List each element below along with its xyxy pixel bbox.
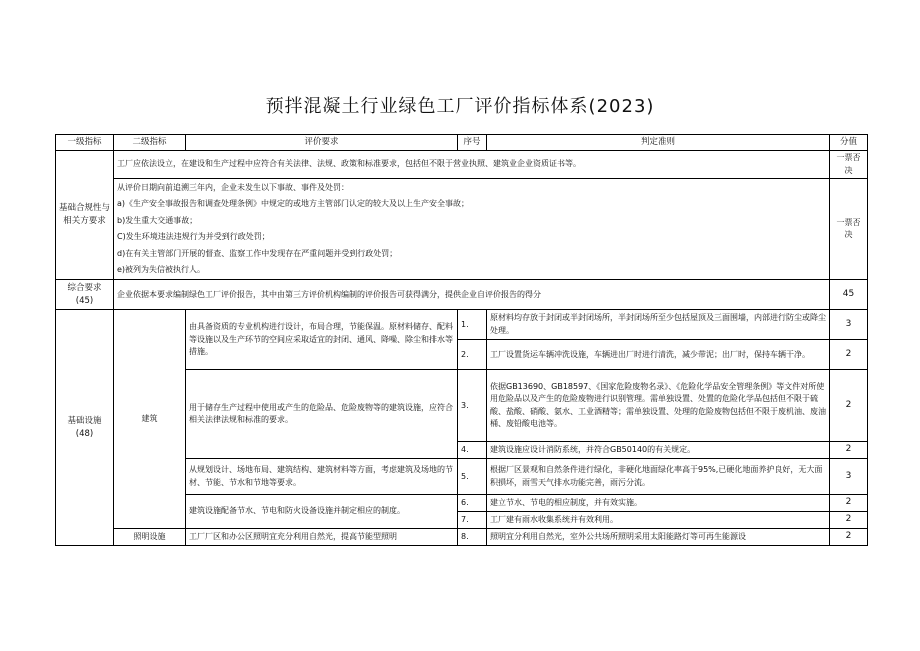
comprehensive-score: 45 xyxy=(830,280,868,310)
header-criteria: 判定准则 xyxy=(487,135,830,151)
row-score: 2 xyxy=(830,512,868,529)
list-item: a)《生产安全事故报告和调查处理条例》中规定的或地方主管部门认定的较大及以上生产安全事故； xyxy=(117,199,470,209)
header-no: 序号 xyxy=(458,135,487,151)
infra-lighting: 照明设施 xyxy=(114,529,186,546)
row-no: 3. xyxy=(458,370,487,442)
basic-score-1: 一票否决 xyxy=(830,151,868,179)
row-criteria: 照明宜分利用自然光，室外公共场所照明采用太阳能路灯等可再生能源设 xyxy=(487,529,830,546)
header-requirement: 评价要求 xyxy=(186,135,458,151)
indicator-table xyxy=(55,134,868,546)
list-item: b)发生重大交通事故； xyxy=(117,215,198,225)
row-criteria: 建立节水、节电的相应制度，并有效实施。 xyxy=(487,495,830,512)
basic-level1: 基础合规性与相关方要求 xyxy=(56,151,114,280)
row-score: 2 xyxy=(830,442,868,459)
row-criteria: 工厂建有雨水收集系统并有效利用。 xyxy=(487,512,830,529)
comprehensive-requirement: 企业依据本要求编制绿色工厂评价报告，其中由第三方评价机构编制的评价报告可获得满分，提供企业自评价报告的得分 xyxy=(114,280,830,310)
header-score: 分值 xyxy=(830,135,868,151)
comprehensive-level1: 综合要求(45) xyxy=(56,280,114,310)
row-score: 2 xyxy=(830,340,868,370)
row-criteria: 根据厂区景观和自然条件进行绿化，非硬化地面绿化率高于95%,已硬化地面养护良好，无大面积損坏，雨雪天气排水功能完善，雨污分流。 xyxy=(487,459,830,495)
row-score: 2 xyxy=(830,370,868,442)
row-no: 7. xyxy=(458,512,487,529)
list-item: d)在有关主管部门开展的督查、监察工作中发现存在严重问题并受到行政处罚； xyxy=(117,248,398,258)
table-row xyxy=(56,178,868,279)
table-row xyxy=(56,151,868,179)
row-no: 5. xyxy=(458,459,487,495)
table-row xyxy=(56,310,868,340)
list-item: e)被列为失信被执行人。 xyxy=(117,264,206,274)
basic-requirement-2 xyxy=(114,178,830,279)
basic-intro: 从评价日期向前追溯三年内，企业未发生以下事故、事件及处罚： xyxy=(117,182,349,192)
list-item: C)发生环境违法违规行为并受到行政处罚； xyxy=(117,232,270,242)
header-row xyxy=(56,135,868,151)
table-row xyxy=(56,280,868,310)
row-score: 3 xyxy=(830,459,868,495)
basic-score-2: 一票否决 xyxy=(830,178,868,279)
infra-requirement-4: 建筑设施配备节水、节电和防火设备设施并制定相应的制度。 xyxy=(186,495,458,529)
infra-requirement-5: 工厂厂区和办公区照明宜充分利用自然光，提高节能型照明 xyxy=(186,529,458,546)
table-row xyxy=(56,529,868,546)
infra-building: 建筑 xyxy=(114,310,186,529)
infra-requirement-1: 由具备资质的专业机构进行设计，布局合理，节能保温。原材料储存、配料等设施以及生产环节的空间应采取适宜的封闭、通风、降噪、除尘和排水等措施。 xyxy=(186,310,458,370)
row-criteria: 原材料均存放于封闭或半封闭场所，半封闭场所至少包括屋顶及三面围墙，内部进行防尘或降尘处理。 xyxy=(487,310,830,340)
infra-requirement-2: 用于储存生产过程中使用或产生的危险品、危险废物等的建筑设施，应符合相关法律法规和标准的要求。 xyxy=(186,370,458,459)
header-level1: 一级指标 xyxy=(56,135,114,151)
row-criteria: 建筑设施应设计消防系统，并符合GB50140的有关规定。 xyxy=(487,442,830,459)
infra-requirement-3: 从规划设计、场地布局、建筑结构、建筑材料等方面，考虑建筑及场地的节材、节能、节水和节地等要求。 xyxy=(186,459,458,495)
row-no: 2. xyxy=(458,340,487,370)
row-score: 3 xyxy=(830,310,868,340)
header-level2: 二级指标 xyxy=(114,135,186,151)
row-score: 2 xyxy=(830,495,868,512)
basic-requirement-1: 工厂应依法设立，在建设和生产过程中应符合有关法律、法规、政策和标准要求，包括但不限于营业执照、建筑业企业资质证书等。 xyxy=(114,151,830,179)
row-score: 2 xyxy=(830,529,868,546)
page-title: 预拌混凝土行业绿色工厂评价指标体系(2023) xyxy=(265,96,655,117)
row-no: 6. xyxy=(458,495,487,512)
row-criteria: 依据GB13690、GB18597、《国家危险废物名录》、《危险化学品安全管理条例》等文件对所使用危险品以及产生的危险废物进行识别管理。需单独设置、处置的危险化学品包括但不限于硫酸、盐酸、硝酸、氨水、工业酒精等；需单独设置、处理的危险废物包括但不限于废机油、废油桶、废铅酸电池等。 xyxy=(487,370,830,442)
row-no: 8. xyxy=(458,529,487,546)
row-no: 4. xyxy=(458,442,487,459)
infra-level1: 基础设施(48) xyxy=(56,310,114,546)
row-criteria: 工厂设置货运车辆冲洗设施，车辆进出厂时进行清洗，减少带泥；出厂时，保持车辆干净。 xyxy=(487,340,830,370)
row-no: 1. xyxy=(458,310,487,340)
